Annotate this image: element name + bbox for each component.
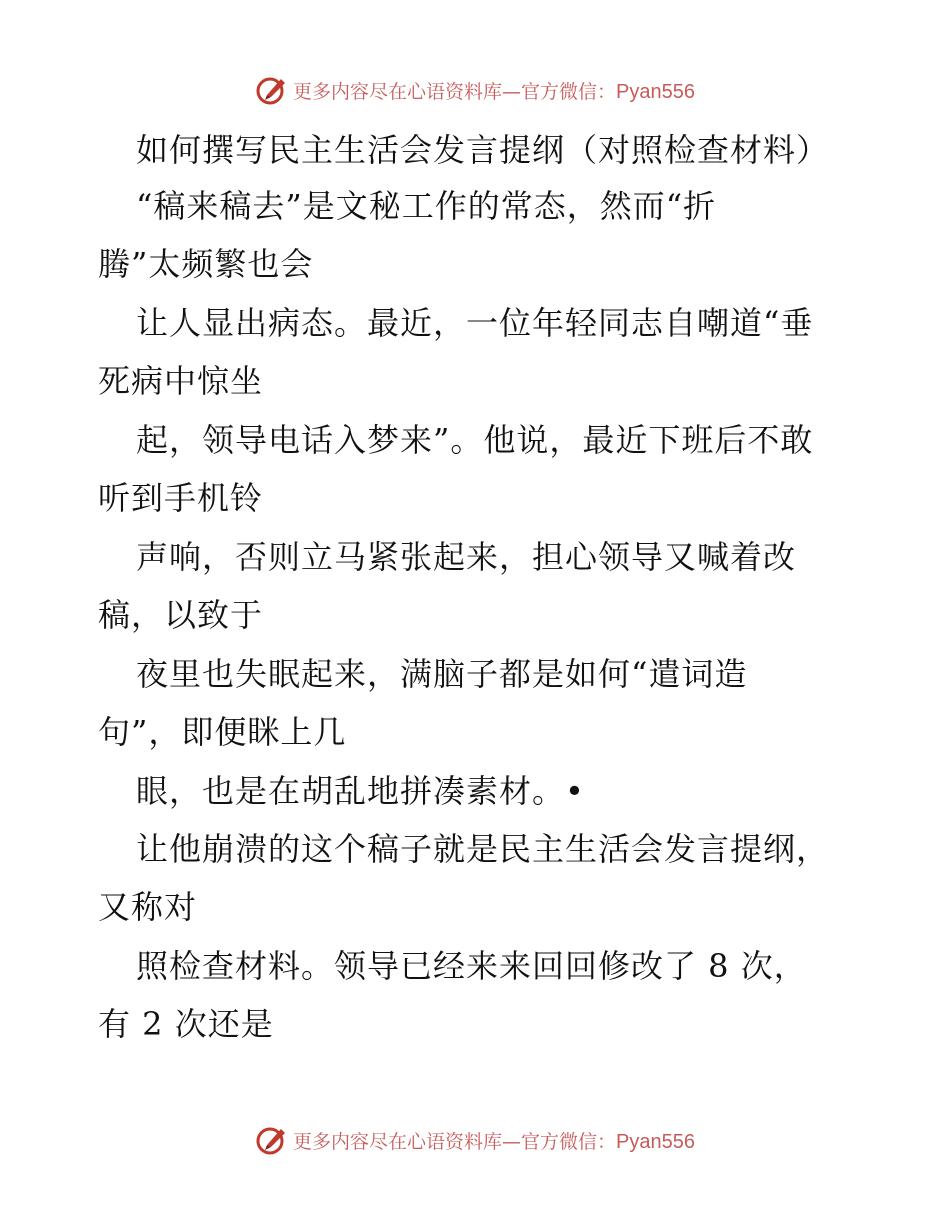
- document-line: 让他崩溃的这个稿子就是民主生活会发言提纲，: [136, 830, 830, 868]
- document-line: 稿，以致于: [98, 596, 264, 634]
- header-banner-label: 官方微信：: [521, 80, 617, 103]
- header-banner-text: [293, 77, 695, 104]
- document-line: 让人显出病态。最近，一位年轻同志自嘲道“垂: [136, 304, 814, 342]
- document-title: 如何撰写民主生活会发言提纲（对照检查材料）: [136, 131, 830, 169]
- header-banner-sep: —: [502, 80, 522, 103]
- footer-banner-text: [293, 1127, 695, 1154]
- footer-banner-id: Pyan556: [616, 1130, 695, 1153]
- document-line: 照检查材料。领导已经来来回回修改了 8 次，: [136, 947, 807, 985]
- footer-banner: [0, 1120, 950, 1160]
- document-line: 听到手机铃: [98, 479, 264, 517]
- document-line: 死病中惊坐: [98, 362, 264, 400]
- header-banner-id: Pyan556: [616, 80, 695, 103]
- header-banner: [0, 70, 950, 110]
- document-line: 夜里也失眠起来，满脑子都是如何“遣词造: [136, 655, 748, 693]
- pen-nib-circle-icon: [255, 1123, 289, 1157]
- document-line: “稿来稿去”是文秘工作的常态，然而“折: [136, 187, 717, 225]
- document-line: 眼，也是在胡乱地拼凑素材。•: [136, 772, 585, 810]
- document-line: 有 2 次还是: [98, 1005, 274, 1043]
- footer-banner-main: 更多内容尽在心语资料库: [293, 1130, 503, 1153]
- document-line: 腾”太频繁也会: [98, 245, 314, 283]
- header-banner-main: 更多内容尽在心语资料库: [293, 80, 503, 103]
- document-line: 又称对: [98, 888, 198, 926]
- document-line: 起，领导电话入梦来”。他说，最近下班后不敢: [136, 421, 814, 459]
- pen-nib-circle-icon: [255, 73, 289, 107]
- footer-banner-sep: —: [502, 1130, 522, 1153]
- document-line: 声响，否则立马紧张起来，担心领导又喊着改: [136, 538, 797, 576]
- document-line: 句”，即便眯上几: [98, 713, 347, 751]
- footer-banner-label: 官方微信：: [521, 1130, 617, 1153]
